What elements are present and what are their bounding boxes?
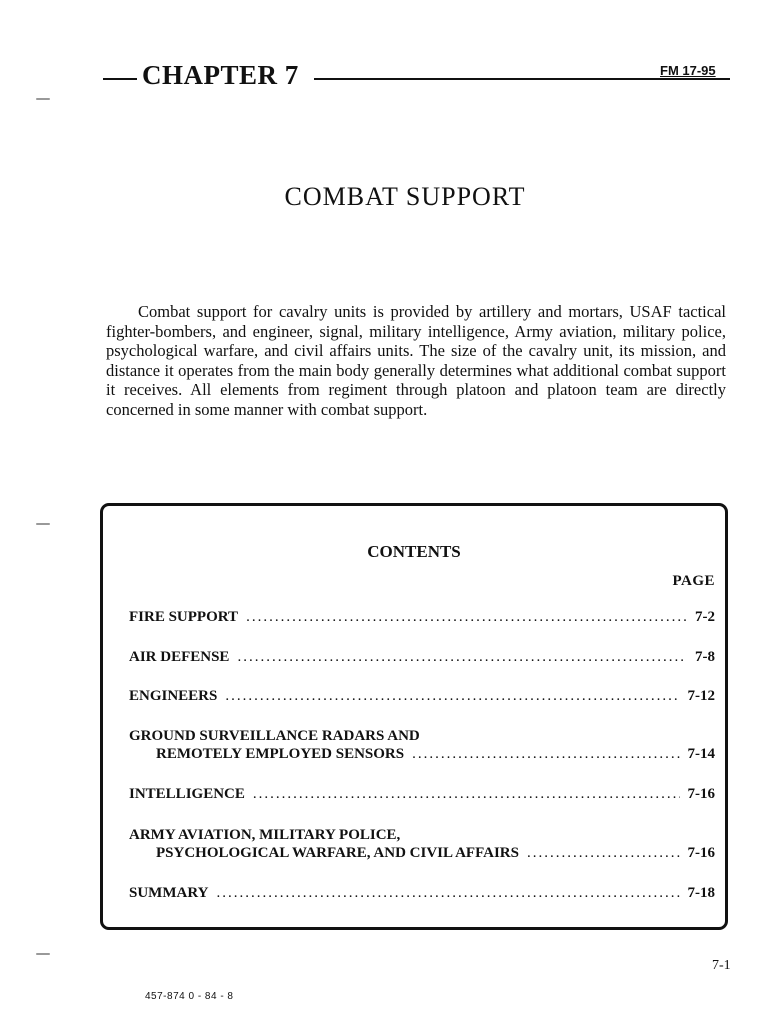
scan-mark	[36, 953, 50, 955]
toc-label: AIR DEFENSE	[129, 649, 230, 665]
header-dash	[103, 78, 137, 80]
toc-page: 7-12	[687, 688, 715, 704]
toc-entry-ground-surveillance[interactable]	[129, 727, 715, 763]
toc-page: 7-14	[687, 746, 715, 762]
page-column-header: PAGE	[672, 573, 715, 589]
toc-entry-fire-support[interactable]	[129, 608, 715, 626]
toc-entry-summary[interactable]	[129, 884, 715, 902]
toc-leader	[216, 884, 679, 902]
print-code: 457-874 0 - 84 - 8	[145, 991, 234, 1002]
toc-page: 7-8	[695, 649, 715, 665]
toc-label: GROUND SURVEILLANCE RADARS AND	[129, 728, 420, 744]
toc-label: INTELLIGENCE	[129, 786, 245, 802]
toc-entry-engineers[interactable]	[129, 687, 715, 705]
toc-page: 7-18	[687, 885, 715, 901]
toc-page: 7-16	[687, 786, 715, 802]
toc-page: 7-2	[695, 609, 715, 625]
toc-label: SUMMARY	[129, 885, 209, 901]
toc-leader	[246, 608, 687, 626]
contents-box	[100, 503, 728, 930]
toc-label: FIRE SUPPORT	[129, 609, 239, 625]
toc-label-continued: REMOTELY EMPLOYED SENSORS	[156, 746, 405, 762]
toc-leader	[225, 687, 679, 705]
intro-paragraph: Combat support for cavalry units is provided by artillery and mortars, USAF tactical fighter-bombers, and engineer, signal, military intelligence, Army aviation, military police, psychological warfare, and civil affairs units. The size of the cavalry unit, its mission, and distance it operates from the main body generally determines what additional combat support it receives. All elements from regiment through platoon and platoon team are directly concerned in some manner with combat support.	[106, 302, 726, 419]
toc-page: 7-16	[687, 845, 715, 861]
toc-leader	[237, 648, 687, 666]
page-title: COMBAT SUPPORT	[284, 182, 526, 211]
contents-heading: CONTENTS	[367, 542, 461, 561]
toc-entry-army-aviation[interactable]	[129, 826, 715, 862]
toc-entry-air-defense[interactable]	[129, 648, 715, 666]
chapter-title: CHAPTER 7	[142, 60, 299, 90]
toc-leader	[253, 785, 680, 803]
toc-label: ARMY AVIATION, MILITARY POLICE,	[129, 827, 401, 843]
page-number: 7-1	[712, 958, 731, 973]
header-rule	[314, 78, 730, 80]
manual-id: FM 17-95	[660, 63, 716, 78]
toc-label: ENGINEERS	[129, 688, 218, 704]
scan-mark	[36, 98, 50, 100]
toc-leader	[527, 844, 680, 862]
toc-label-continued: PSYCHOLOGICAL WARFARE, AND CIVIL AFFAIRS	[156, 845, 519, 861]
toc-entry-intelligence[interactable]	[129, 785, 715, 803]
toc-leader	[412, 745, 679, 763]
scan-mark	[36, 523, 50, 525]
